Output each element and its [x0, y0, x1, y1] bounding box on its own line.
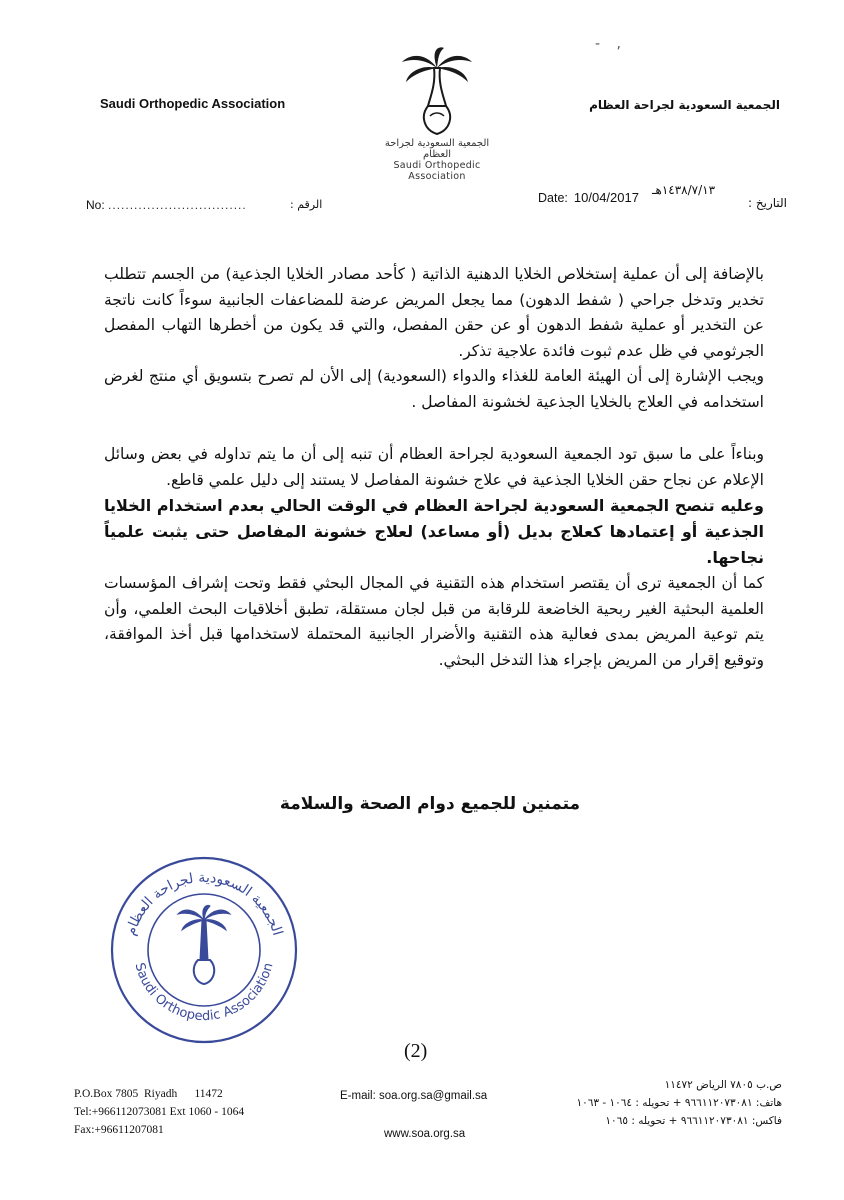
top-marks: - ,: [595, 36, 627, 52]
no-dots: ................................: [108, 198, 247, 212]
closing-line: متمنين للجميع دوام الصحة والسلامة: [279, 794, 581, 814]
org-name-arabic: الجمعية السعودية لجراحة العظام: [589, 98, 780, 112]
date-value: 10/04/2017: [573, 190, 639, 205]
logo-text-arabic: الجمعية السعودية لجراحة العظام: [384, 138, 490, 160]
association-logo: [372, 46, 502, 182]
letter-body: [104, 262, 764, 673]
footer-tel: Tel:+966112073081 Ext 1060 - 1064: [74, 1106, 245, 1118]
palm-logo-icon: [400, 46, 474, 138]
footer-ar-tel: هاتف: ٩٦٦١١٢٠٧٣٠٨١ + تحويله : ١٠٦٤ - ١٠٦٣: [576, 1097, 782, 1109]
association-seal: [104, 850, 304, 1046]
footer-pobox: P.O.Box 7805 Riyadh 11472: [74, 1088, 223, 1100]
no-label: No:: [86, 198, 105, 212]
footer-ar-pobox: ص.ب ٧٨٠٥ الرياض ١١٤٧٢: [664, 1079, 782, 1091]
raqam-label: الرقم :: [290, 198, 323, 211]
paragraph-liposuction: بالإضافة إلى أن عملية إستخلاص الخلايا الدهنية الذاتية ( كأحد مصادر الخلايا الجذعية) من الجسم تتطلب تخدير وتدخل جراحي ( شفط الدهون) مما يجعل المريض عرضة للمضاعفات الجانبية سوءاً كانت ناتجة عن التخدير أو عملية شفط الدهون أو عن حقن المفصل، والتي قد يكون من أخطرها التهاب المفصل الجرثومي في ظل عدم ثبوت فائدة علاجية تذكر.: [104, 265, 764, 360]
paragraph-recommendation: وعليه تنصح الجمعية السعودية لجراحة العظام في الوقت الحالي بعدم استخدام الخلايا الجذعية أو إعتمادها كعلاج بديل (أو مساعد) لعلاج خشونة المفاصل حتى يثبت علمياً نجاحها.: [104, 496, 764, 567]
logo-text-english: Saudi Orthopedic Association: [393, 160, 481, 182]
paragraph-research-only: كما أن الجمعية ترى أن يقتصر استخدام هذه التقنية في المجال البحثي فقط وتحت إشراف المؤسسات العلمية البحثية الغير ربحية الخاضعة للرقابة من قبل لجان مستقلة، تطبق أخلاقيات البحث العلمي، وأن يتم توعية المريض بمدى فعالية هذه التقنية والأضرار الجانبية المحتملة لاستخدامها قبل أخذ الموافقة، وتوقيع إقرار من المريض بإجراء هذا التدخل البحثي.: [104, 574, 764, 669]
date-label: Date:: [538, 191, 568, 205]
paragraph-sfda: ويجب الإشارة إلى أن الهيئة العامة للغذاء والدواء (السعودية) إلى الأن لم تصرح بتسويق أي منتج لغرض استخدامه في العلاج بالخلايا الجذعية لخشونة المفاصل .: [104, 367, 764, 411]
hijri-date: ١٤٣٨/٧/١٣هـ: [652, 183, 716, 197]
seal-text-arabic: الجمعية السعودية لجراحة العظام: [122, 869, 286, 938]
footer-contact-arabic: [542, 1076, 782, 1130]
org-name-english: Saudi Orthopedic Association: [100, 96, 286, 111]
footer-ar-fax: فاكس: ٩٦٦١١٢٠٧٣٠٨١ + تحويله : ١٠٦٥: [605, 1115, 782, 1127]
footer-contact-english: [74, 1085, 244, 1139]
tarikh-label: التاريخ :: [748, 196, 788, 210]
reference-number: [86, 198, 247, 212]
footer-fax: Fax:+96611207081: [74, 1124, 164, 1136]
date-field: [538, 190, 639, 205]
footer-email: E-mail: soa.org.sa@gmail.sa: [340, 1090, 488, 1102]
seal-stamp-icon: [104, 850, 304, 1046]
footer-website: www.soa.org.sa: [384, 1128, 466, 1140]
paragraph-media-claims: وبناءاً على ما سبق تود الجمعية السعودية لجراحة العظام أن تنبه إلى أن ما يتم تداوله في بعض وسائل الإعلام عن نجاح حقن الخلايا الجذعية في علاج خشونة المفاصل لا يستند إلى دليل علمي قاطع.: [104, 445, 764, 489]
page-number: (2): [404, 1040, 428, 1062]
seal-text-english: Saudi Orthopedic Association: [131, 961, 277, 1025]
svg-text:Saudi Orthopedic Association: [131, 961, 276, 1024]
